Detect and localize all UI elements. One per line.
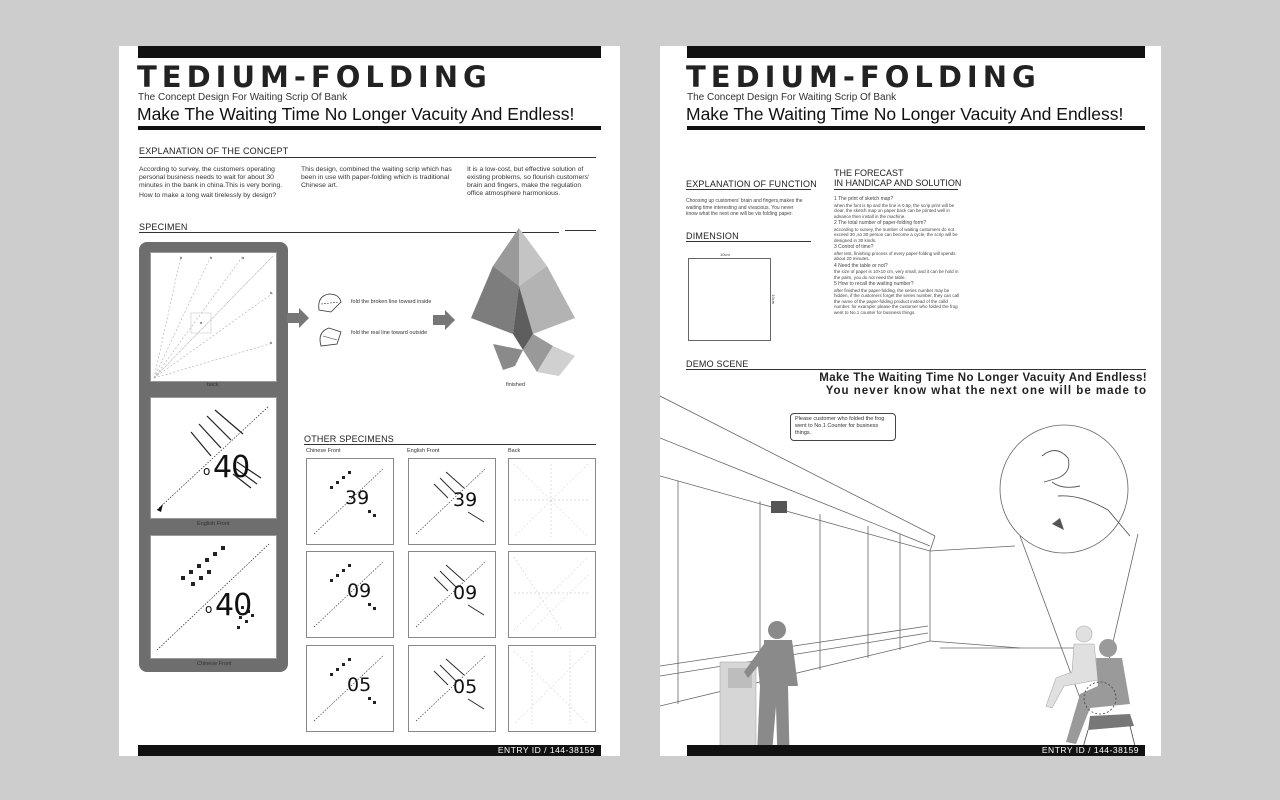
function-rule [686,189,811,190]
concept-col1: According to survey, the customers operating personal business needs to wait for about 30 minutes in the bank in china.This is very boring. [139,166,283,189]
dimension-height: 10cm [771,294,777,305]
chinese-front-caption: Chinese Front [197,661,232,667]
fold-step1-icon [315,290,345,316]
specimen-thumb-chinese-39 [306,458,394,545]
demo-heading: DEMO SCENE [686,359,749,369]
poster-title: TEDIUM-FOLDING [137,60,492,94]
chinese-scrip-zero: o [205,602,213,616]
speech-bubble: Please customer who folded the frog went to No.1 Counter for business things. [790,413,896,441]
specimen-thumb-english-09 [408,551,496,638]
forecast-heading-1: THE FORECAST [834,168,904,178]
thumb-number: 09 [347,580,372,602]
concept-question: How to make a long wait tirelessly by design? [139,192,277,199]
forecast-q3: 3 Control of time? [834,244,874,250]
thumb-number: 05 [347,674,372,696]
dimension-heading: DIMENSION [686,231,739,241]
demo-headline-2: You never know what the next one will be made to [825,385,1147,397]
step2-caption: fold the real line toward outside [351,330,428,336]
forecast-heading-2: IN HANDICAP AND SOLUTION [834,178,962,188]
dimension-square [688,258,771,341]
forecast-a4: the size of paper is 10×10 cm, very small, and it can be hold in the palm, you do not need the table. [834,269,959,280]
col-label-chinese: Chinese Front [306,448,341,454]
col-label-english: English Front [407,448,440,454]
specimen-thumb-english-05 [408,645,496,732]
top-bar [687,46,1145,58]
concept-col2: This design, combined the waiting scrip which has been in use with paper-folding which is traditional Chinese art. [301,166,452,189]
thumb-number: 09 [453,582,478,604]
specimen-thumb-back-2 [508,551,596,638]
forecast-a2: according to survey, the number of waiting customers do not exceed 30 ,so 30 person can become a cycle, the scrip will be designed in 30 kinds. [834,226,958,243]
specimen-back-card [150,252,277,382]
entry-id: ENTRY ID / 144-38159 [1041,745,1139,755]
function-text: Choosing up customers' brain and fingers,makes the waiting time interesting and vivacious. You never know what the next one will be vis folding paper. [686,198,803,217]
tagline-rule [687,126,1145,130]
forecast-a3: after test, finishing process of every paper-folding will spends about 20 minutes. [834,250,956,261]
arrow-right-icon [287,308,309,328]
thumb-number: 39 [453,489,478,511]
forecast-q2: 2 The total number of paper-folding form? [834,220,927,226]
poster-tagline: Make The Waiting Time No Longer Vacuity And Endless! [686,104,1124,124]
forecast-a1: when the font is 6p and the line is 0.5p, the scrip print will be clear, the sketch map on paper back can be printed well in advance then install in the machine. [834,202,955,219]
other-specimens-heading: OTHER SPECIMENS [304,434,395,444]
bottom-bar [687,745,1145,756]
function-heading: EXPLANATION OF FUNCTION [686,179,817,189]
thumb-fold-lines [512,462,590,539]
concept-col3: It is a low-cost, but effective solution of existing problems, so flourish customers' brain and fingers, make the regulation office atmosphere harmonious. [467,166,590,197]
specimen-thumb-chinese-09 [306,551,394,638]
bottom-bar [138,745,601,756]
specimen-thumb-back-3 [508,645,596,732]
concept-rule [139,157,596,158]
finished-caption: finished [506,382,525,388]
fold-lines-diagram [151,253,276,381]
english-scrip-zero: o [203,464,211,478]
demo-rule [686,369,1146,370]
forecast-rule [834,189,958,190]
poster-subtitle: The Concept Design For Waiting Scrip Of Bank [138,92,348,103]
bank-hall-scene [660,386,1161,756]
fold-step2-icon [315,324,345,350]
arrow-right-icon [433,310,455,330]
other-specimens-rule [304,444,596,445]
step1-caption: fold the broken line toward inside [351,299,432,305]
demo-headline-1: Make The Waiting Time No Longer Vacuity And Endless! [819,372,1147,384]
forecast-q1: 1 The print of sketch map? [834,196,894,202]
chinese-scrip-graphic [151,536,276,658]
poster-left [119,46,620,756]
poster-subtitle: The Concept Design For Waiting Scrip Of Bank [687,92,897,103]
col-label-back: Back [508,448,521,454]
thumb-number: 39 [345,487,370,509]
forecast-q4: 4 Need the table or not? [834,262,888,269]
poster-title: TEDIUM-FOLDING [686,60,1041,94]
chinese-scrip-number: 40 [215,588,252,623]
specimen-thumb-english-39 [408,458,496,545]
specimen-thumb-chinese-05 [306,645,394,732]
origami-bird-icon [463,226,581,376]
entry-id: ENTRY ID / 144-38159 [497,745,595,755]
poster-right [660,46,1161,756]
dimension-rule [686,241,811,242]
concept-heading: EXPLANATION OF THE CONCEPT [139,146,289,156]
specimen-chinese-card [150,535,277,659]
specimen-thumb-back-1 [508,458,596,545]
english-scrip-number: 40 [213,450,250,485]
forecast-a5: after finished the paper-folding, the series number may be hidden, if the customers forget the series number, they can call the name of the paper-folding product instead of the calld number. for example: please the customer who folded the frog went to No.1 counter for business things. [834,287,960,315]
thumb-diagonal [412,649,490,726]
dimension-width: 10cm [720,252,730,257]
thumb-fold-lines [512,555,590,632]
poster-tagline: Make The Waiting Time No Longer Vacuity And Endless! [137,104,575,124]
thumb-diagonal [412,555,490,632]
specimen-english-card [150,397,277,519]
thumb-number: 05 [453,676,478,698]
forecast-list [834,196,962,315]
top-bar [138,46,601,58]
specimen-heading: SPECIMEN [139,222,188,232]
thumb-diagonal [412,462,490,539]
english-front-caption: English Front [197,521,230,527]
tagline-rule [138,126,601,130]
thumb-fold-lines [512,649,590,726]
forecast-q5: 5 How to recall the waiting number? [834,281,914,287]
back-caption: back [207,382,219,388]
